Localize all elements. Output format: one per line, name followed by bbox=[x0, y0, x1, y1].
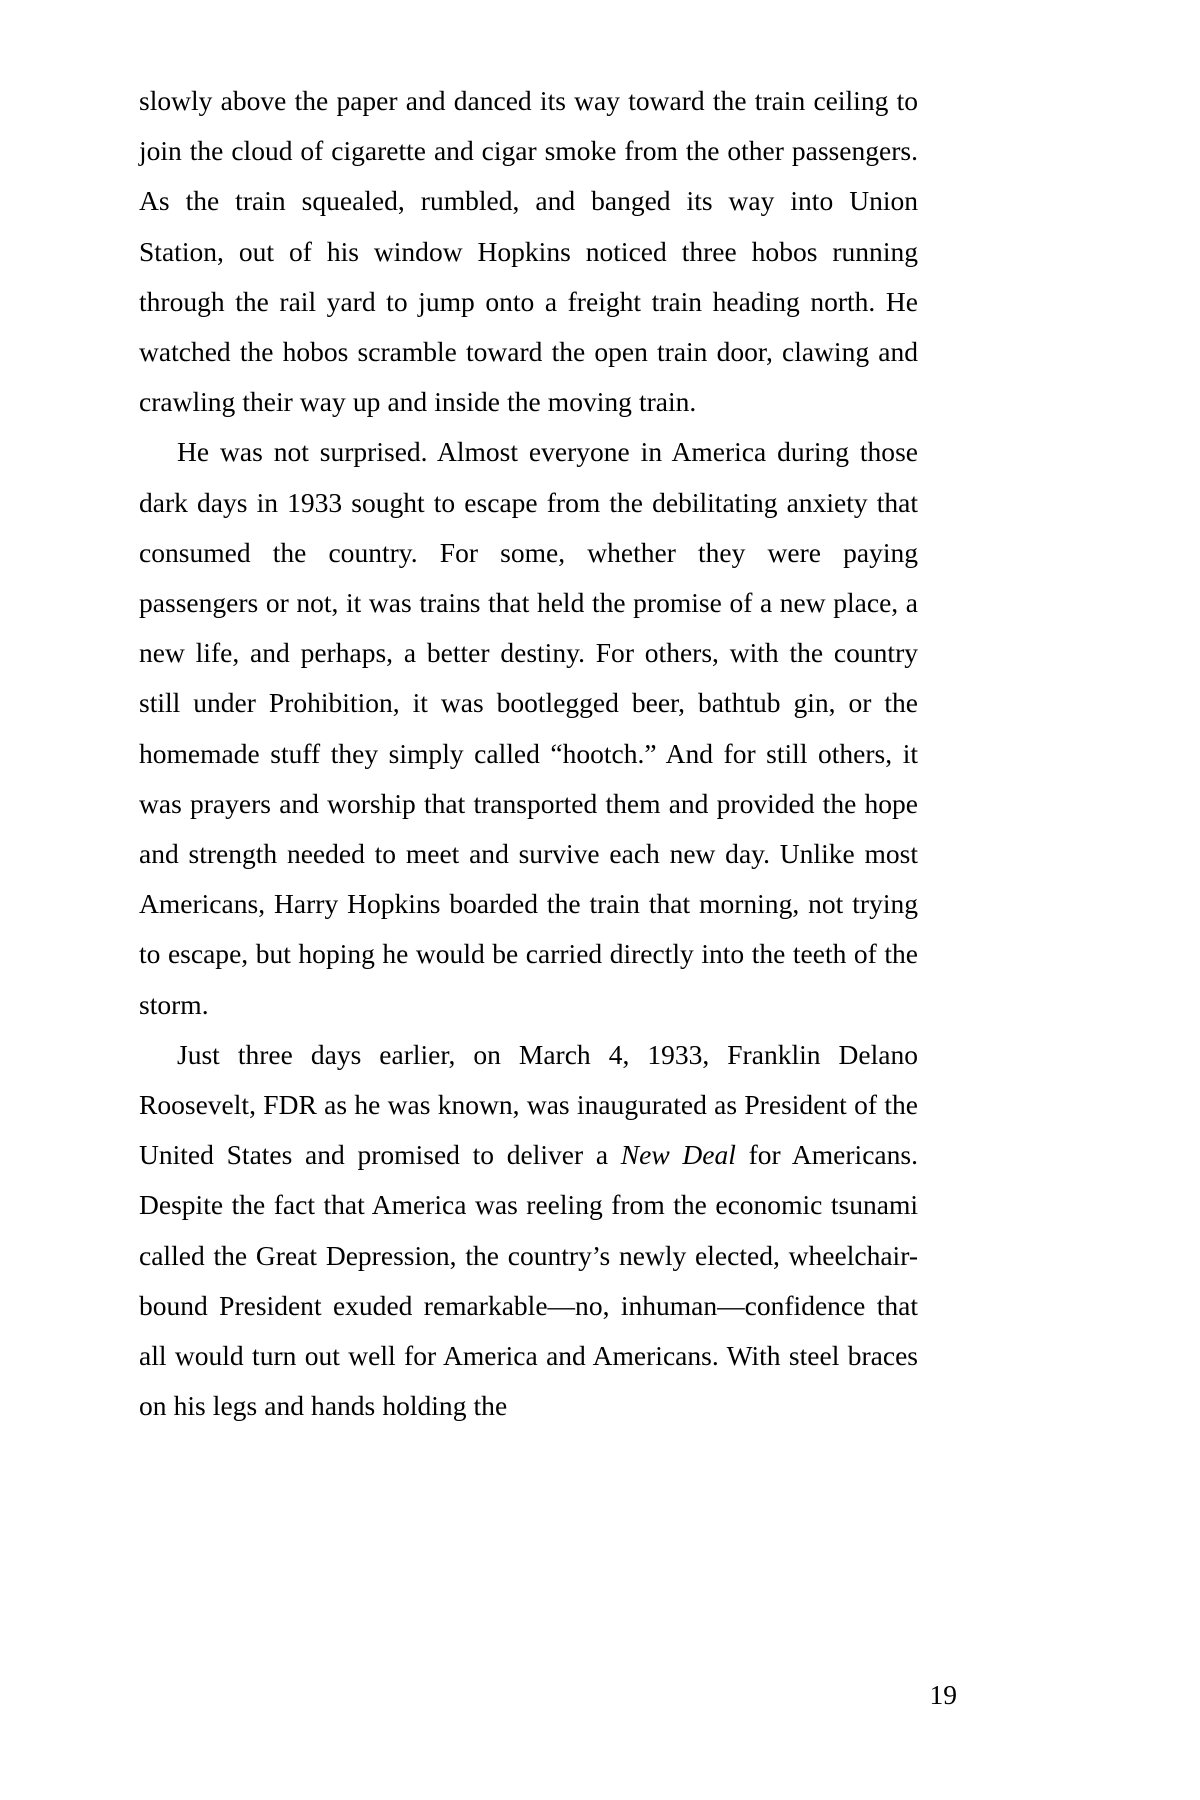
paragraph-two: He was not surprised. Almost everyone in America during those dark days in 1933 sought to escape from the debilitating anxiety that consumed the country. For some, whether they were paying passengers or not, it was trains that held the promise of a new place, a new life, and perhaps, a better destiny. For others, with the country still under Prohibition, it was bootlegged beer, bathtub gin, or the homemade stuff they simply called “hootch.” And for still others, it was prayers and worship that transported them and provided the hope and strength needed to meet and survive each new day. Unlike most Americans, Harry Hopkins boarded the train that morning, not trying to escape, but hoping he would be carried directly into the teeth of the storm. bbox=[139, 436, 918, 1020]
paragraph-three-text-before-italic: Just three days earlier, on March 4, 1933, Franklin Delano Roosevelt, FDR as he was known, was inaugurated as President of the United States and promised to deliver a bbox=[139, 1038, 918, 1171]
paragraph-continued: slowly above the paper and danced its way toward the train ceiling to join the cloud of cigarette and cigar smoke from the other passengers. As the train squealed, rumbled, and banged its way into Union Station, out of his window Hopkins noticed three hobos running through the rail yard to jump onto a freight train heading north. He watched the hobos scramble toward the open train door, clawing and crawling their way up and inside the moving train. bbox=[139, 85, 918, 418]
new-deal-italic-phrase: New Deal bbox=[620, 1139, 736, 1171]
page-number: 19 bbox=[929, 1678, 957, 1710]
text-column bbox=[139, 76, 918, 1431]
paragraph-three-text-after-italic: for Americans. Despite the fact that America was reeling from the economic tsunami called the Great Depression, the country’s newly elected, wheelchair-bound President exuded remarkable—no, inhuman—confidence that all would turn out well for America and Americans. With steel braces on his legs and hands holding the bbox=[139, 1139, 918, 1422]
paragraph-three bbox=[139, 1030, 918, 1432]
